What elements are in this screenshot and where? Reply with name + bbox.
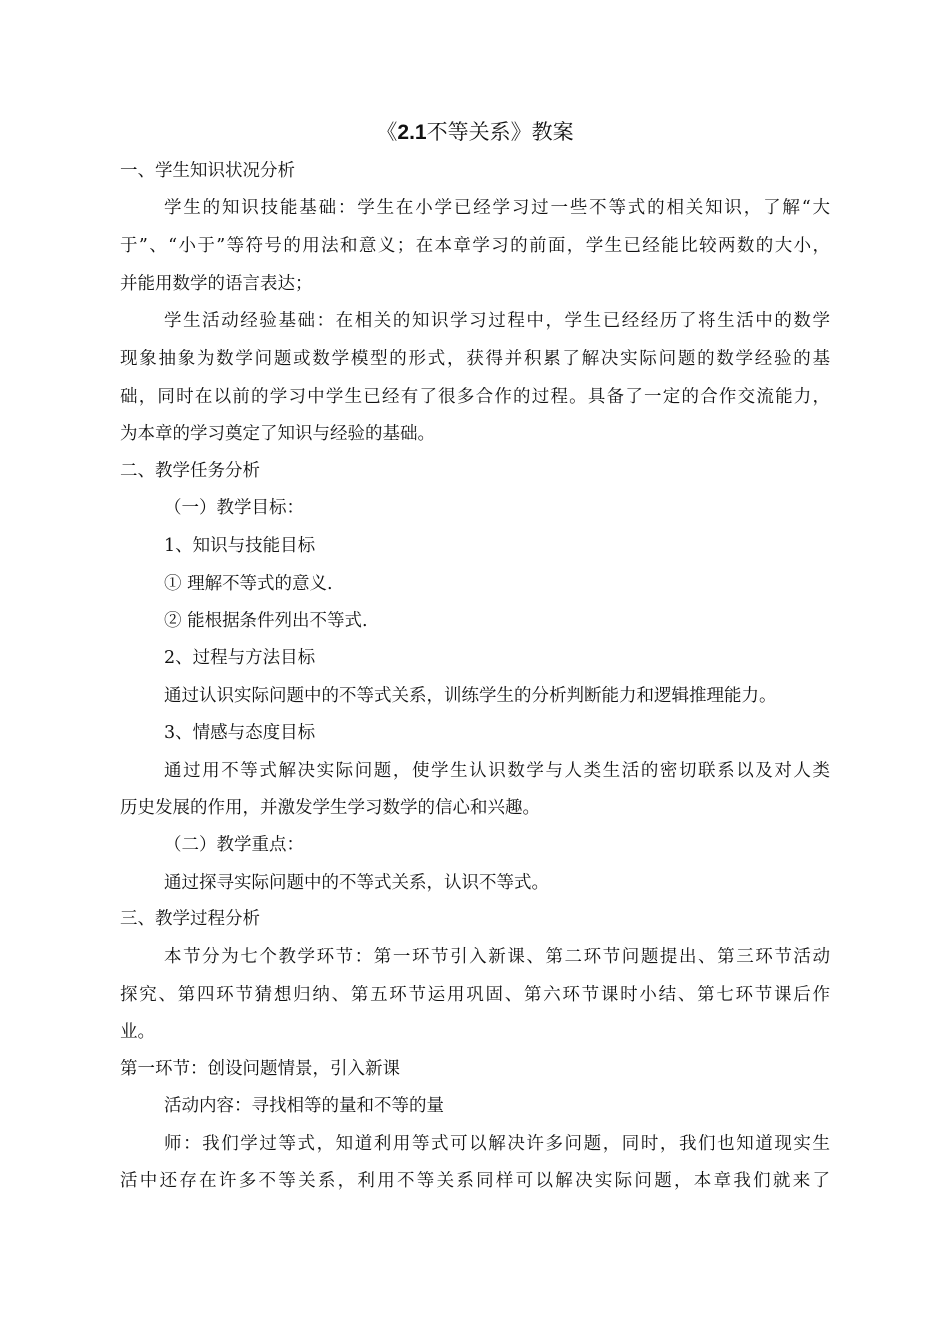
document-title [0,117,950,148]
section-heading-2: 二、教学任务分析 [120,461,260,481]
list-item: ② 能根据条件列出不等式. [164,611,368,631]
paragraph-line: 本节分为七个教学环节：第一环节引入新课、第二环节问题提出、第三环节活动 [164,947,830,967]
paragraph-line: 活中还存在许多不等关系，利用不等关系同样可以解决实际问题，本章我们就来了 [120,1171,830,1191]
section-heading-1: 一、学生知识状况分析 [120,161,295,181]
subheading: （二）教学重点： [164,835,304,855]
subheading: 2、过程与方法目标 [164,648,316,668]
paragraph-line: 师：我们学过等式，知道利用等式可以解决许多问题，同时，我们也知道现实生 [164,1134,830,1154]
subheading: （一）教学目标： [164,498,304,518]
subheading: 1、知识与技能目标 [164,536,316,556]
paragraph-line: 于”、“小于”等符号的用法和意义；在本章学习的前面，学生已经能比较两数的大小， [120,236,830,256]
title-number: 2.1 [397,121,427,144]
paragraph-line: 历史发展的作用，并激发学生学习数学的信心和兴趣。 [120,798,540,818]
paragraph-line: 现象抽象为数学问题或数学模型的形式，获得并积累了解决实际问题的数学经验的基 [120,349,830,369]
section-heading-3: 三、教学过程分析 [120,909,260,929]
paragraph-line: 通过探寻实际问题中的不等式关系，认识不等式。 [164,873,549,893]
paragraph-line: 业。 [120,1022,155,1042]
paragraph-line: 学生的知识技能基础：学生在小学已经学习过一些不等式的相关知识，了解“大 [164,198,830,218]
paragraph-line: 为本章的学习奠定了知识与经验的基础。 [120,424,435,444]
subheading: 3、情感与态度目标 [164,723,316,743]
paragraph-line: 通过用不等式解决实际问题，使学生认识数学与人类生活的密切联系以及对人类 [164,761,830,781]
title-rest: 不等关系》教案 [426,120,574,144]
paragraph-line: 通过认识实际问题中的不等式关系，训练学生的分析判断能力和逻辑推理能力。 [164,686,777,706]
paragraph-line: 础，同时在以前的学习中学生已经有了很多合作的过程。具备了一定的合作交流能力， [120,387,830,407]
list-item: ① 理解不等式的意义. [164,574,333,594]
paragraph-line: 活动内容：寻找相等的量和不等的量 [164,1096,444,1116]
paragraph-line: 并能用数学的语言表达； [120,274,313,294]
paragraph-line: 学生活动经验基础：在相关的知识学习过程中，学生已经经历了将生活中的数学 [164,311,830,331]
section-heading-4: 第一环节：创设问题情景，引入新课 [120,1059,400,1079]
paragraph-line: 探究、第四环节猜想归纳、第五环节运用巩固、第六环节课时小结、第七环节课后作 [120,985,830,1005]
title-prefix: 《 [376,120,398,144]
